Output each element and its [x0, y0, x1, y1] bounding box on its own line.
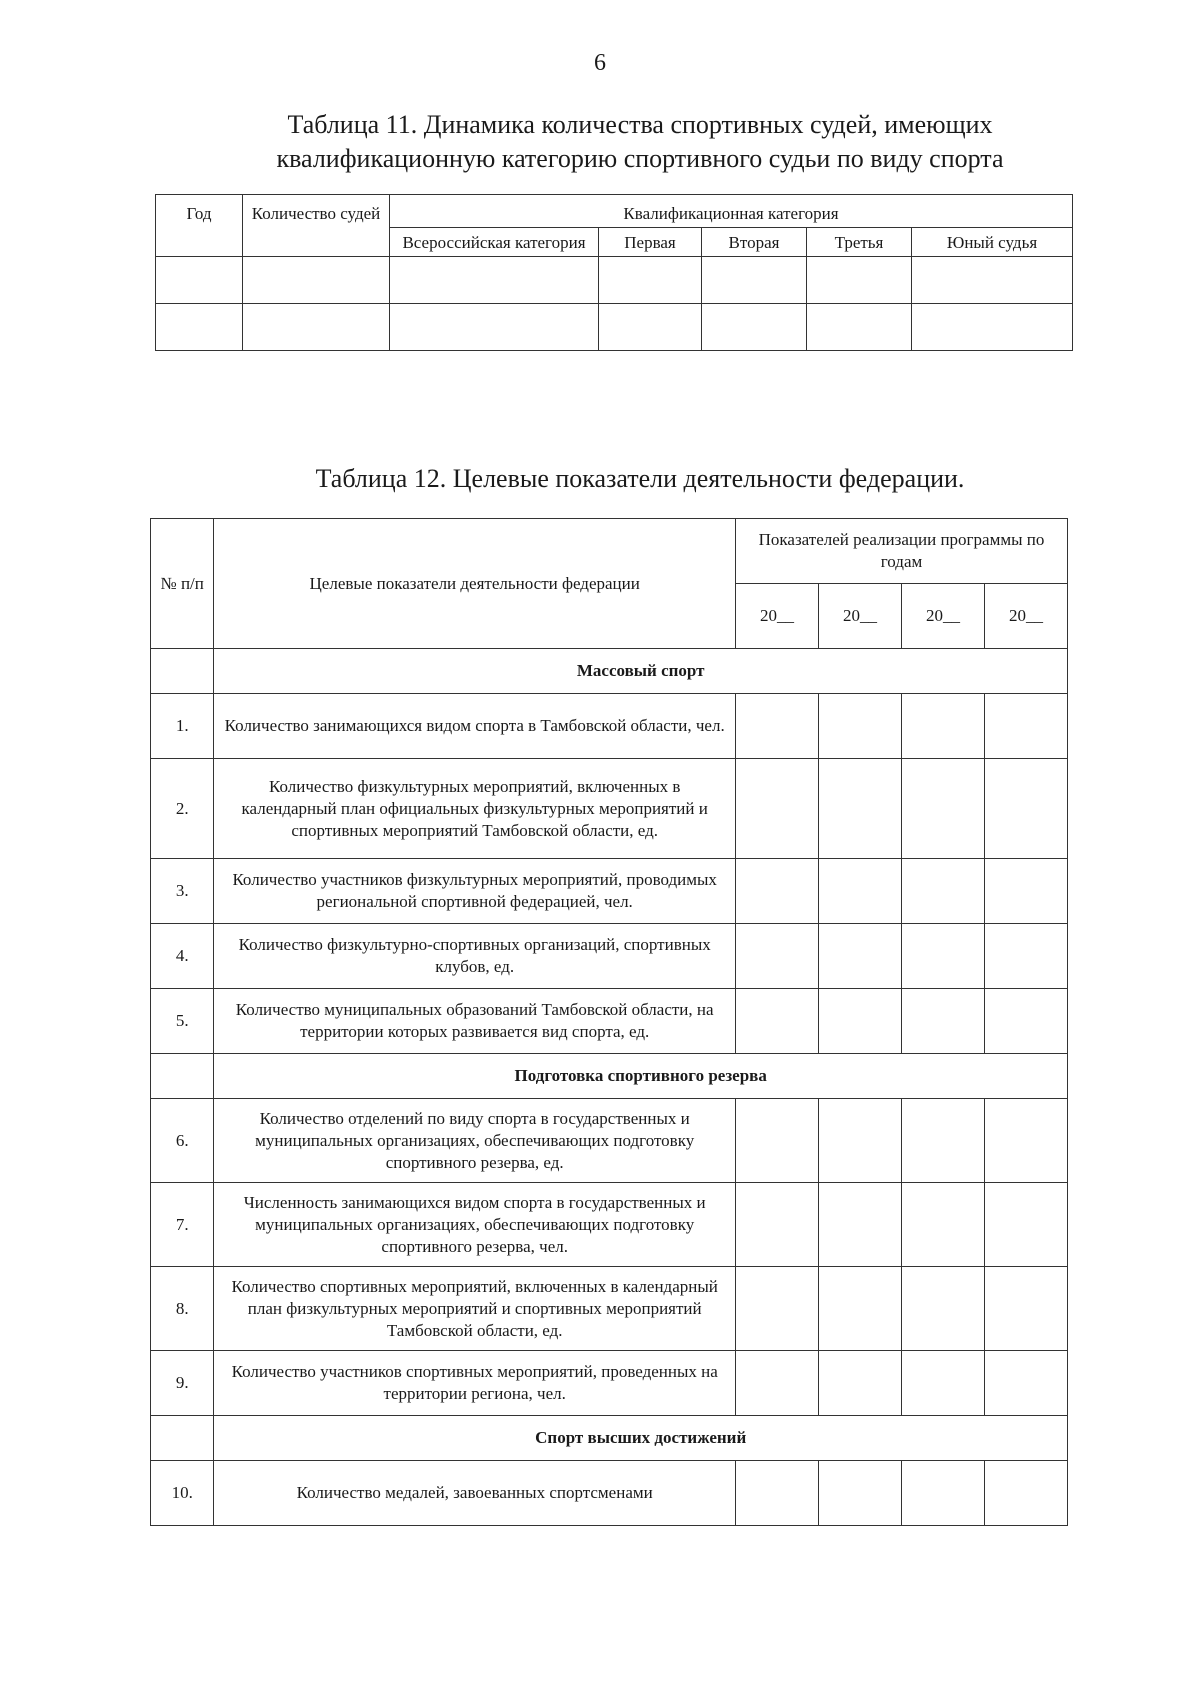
row-indicator: Количество спортивных мероприятий, включенных в календарный план физкультурных мероприятий и спортивных мероприятий Тамбовской области, ед. [214, 1267, 736, 1351]
table-cell [984, 1461, 1067, 1526]
table-row [151, 1461, 1068, 1526]
table-cell [901, 759, 984, 859]
header-judges-count: Количество судей [243, 195, 390, 257]
table-row [151, 924, 1068, 989]
row-num: 3. [151, 859, 214, 924]
table-cell [702, 257, 807, 304]
row-num: 4. [151, 924, 214, 989]
table-cell [736, 1183, 819, 1267]
table-cell [151, 649, 214, 694]
table-cell [243, 304, 390, 351]
table-cell [156, 304, 243, 351]
table-cell [599, 304, 702, 351]
section-row [151, 1416, 1068, 1461]
row-indicator: Количество муниципальных образований Тамбовской области, на территории которых развивается вид спорта, ед. [214, 989, 736, 1054]
header-year-1: 20__ [736, 584, 819, 649]
table-cell [818, 1183, 901, 1267]
table-cell [390, 257, 599, 304]
table-cell [818, 989, 901, 1054]
header-year: Год [156, 195, 243, 257]
table-row [156, 304, 1073, 351]
header-category-first: Первая [599, 228, 702, 257]
section-title: Спорт высших достижений [214, 1416, 1068, 1461]
header-year-3: 20__ [901, 584, 984, 649]
table-cell [818, 1267, 901, 1351]
table-cell [901, 694, 984, 759]
table-cell [901, 924, 984, 989]
table-cell [984, 1183, 1067, 1267]
table-cell [151, 1416, 214, 1461]
row-num: 7. [151, 1183, 214, 1267]
row-indicator: Численность занимающихся видом спорта в государственных и муниципальных организациях, обеспечивающих подготовку спортивного резерва, чел. [214, 1183, 736, 1267]
table-cell [736, 924, 819, 989]
table-cell [736, 989, 819, 1054]
table-row [156, 257, 1073, 304]
table-cell [818, 924, 901, 989]
table-cell [984, 1267, 1067, 1351]
header-category-third: Третья [807, 228, 912, 257]
table-cell [818, 1461, 901, 1526]
header-year-4: 20__ [984, 584, 1067, 649]
row-num: 2. [151, 759, 214, 859]
table-cell [390, 304, 599, 351]
header-indicator: Целевые показатели деятельности федерации [214, 519, 736, 649]
table-row [151, 859, 1068, 924]
table-row [151, 694, 1068, 759]
table-cell [912, 304, 1073, 351]
table11-caption [40, 108, 1200, 176]
table-cell [599, 257, 702, 304]
row-num: 9. [151, 1351, 214, 1416]
table-cell [984, 1099, 1067, 1183]
row-indicator: Количество участников физкультурных мероприятий, проводимых региональной спортивной федерацией, чел. [214, 859, 736, 924]
table-cell [984, 759, 1067, 859]
table-cell [818, 1351, 901, 1416]
table-cell [818, 694, 901, 759]
table-cell [807, 304, 912, 351]
table-cell [912, 257, 1073, 304]
table-row [151, 1183, 1068, 1267]
row-indicator: Количество физкультурно-спортивных организаций, спортивных клубов, ед. [214, 924, 736, 989]
table-cell [901, 1183, 984, 1267]
table-cell [807, 257, 912, 304]
table-cell [901, 1351, 984, 1416]
table11-caption-line1: Таблица 11. Динамика количества спортивных судей, имеющих [287, 110, 993, 139]
table-cell [736, 1099, 819, 1183]
row-indicator: Количество физкультурных мероприятий, включенных в календарный план официальных физкультурных мероприятий и спортивных мероприятий Тамбовской области, ед. [214, 759, 736, 859]
indicators-table [150, 518, 1068, 1526]
row-indicator: Количество отделений по виду спорта в государственных и муниципальных организациях, обеспечивающих подготовку спортивного резерва, ед. [214, 1099, 736, 1183]
header-year-2: 20__ [818, 584, 901, 649]
table-cell [984, 859, 1067, 924]
table-cell [901, 1099, 984, 1183]
table12-caption: Таблица 12. Целевые показатели деятельности федерации. [315, 464, 965, 493]
table-cell [243, 257, 390, 304]
section-title: Подготовка спортивного резерва [214, 1054, 1068, 1099]
header-category-second: Вторая [702, 228, 807, 257]
table-cell [901, 1267, 984, 1351]
section-row [151, 649, 1068, 694]
table-row [151, 989, 1068, 1054]
page-number: 6 [594, 50, 606, 76]
row-indicator: Количество занимающихся видом спорта в Тамбовской области, чел. [214, 694, 736, 759]
table11-caption-line2: квалификационную категорию спортивного судьи по виду спорта [276, 144, 1004, 173]
row-num: 10. [151, 1461, 214, 1526]
header-category-all-russian: Всероссийская категория [390, 228, 599, 257]
judges-table [155, 194, 1073, 351]
row-num: 8. [151, 1267, 214, 1351]
table-cell [901, 1461, 984, 1526]
header-qualification: Квалификационная категория [390, 195, 1073, 228]
table-row [151, 759, 1068, 859]
row-num: 6. [151, 1099, 214, 1183]
header-num: № п/п [151, 519, 214, 649]
table-cell [818, 1099, 901, 1183]
row-num: 1. [151, 694, 214, 759]
table-cell [156, 257, 243, 304]
header-years-group: Показателей реализации программы по годам [736, 519, 1068, 584]
table-cell [984, 989, 1067, 1054]
table-cell [736, 694, 819, 759]
table-cell [736, 1267, 819, 1351]
header-category-junior: Юный судья [912, 228, 1073, 257]
table-cell [702, 304, 807, 351]
table-cell [818, 859, 901, 924]
table-row [151, 1351, 1068, 1416]
table-cell [736, 759, 819, 859]
table-cell [984, 924, 1067, 989]
row-indicator: Количество участников спортивных мероприятий, проведенных на территории региона, чел. [214, 1351, 736, 1416]
table-cell [901, 989, 984, 1054]
table-row [151, 1267, 1068, 1351]
table-cell [736, 859, 819, 924]
table-cell [901, 859, 984, 924]
table-cell [151, 1054, 214, 1099]
table-cell [818, 759, 901, 859]
section-title: Массовый спорт [214, 649, 1068, 694]
table-cell [736, 1351, 819, 1416]
row-indicator: Количество медалей, завоеванных спортсменами [214, 1461, 736, 1526]
row-num: 5. [151, 989, 214, 1054]
table-row [151, 1099, 1068, 1183]
table-cell [984, 694, 1067, 759]
table-cell [984, 1351, 1067, 1416]
table-cell [736, 1461, 819, 1526]
section-row [151, 1054, 1068, 1099]
